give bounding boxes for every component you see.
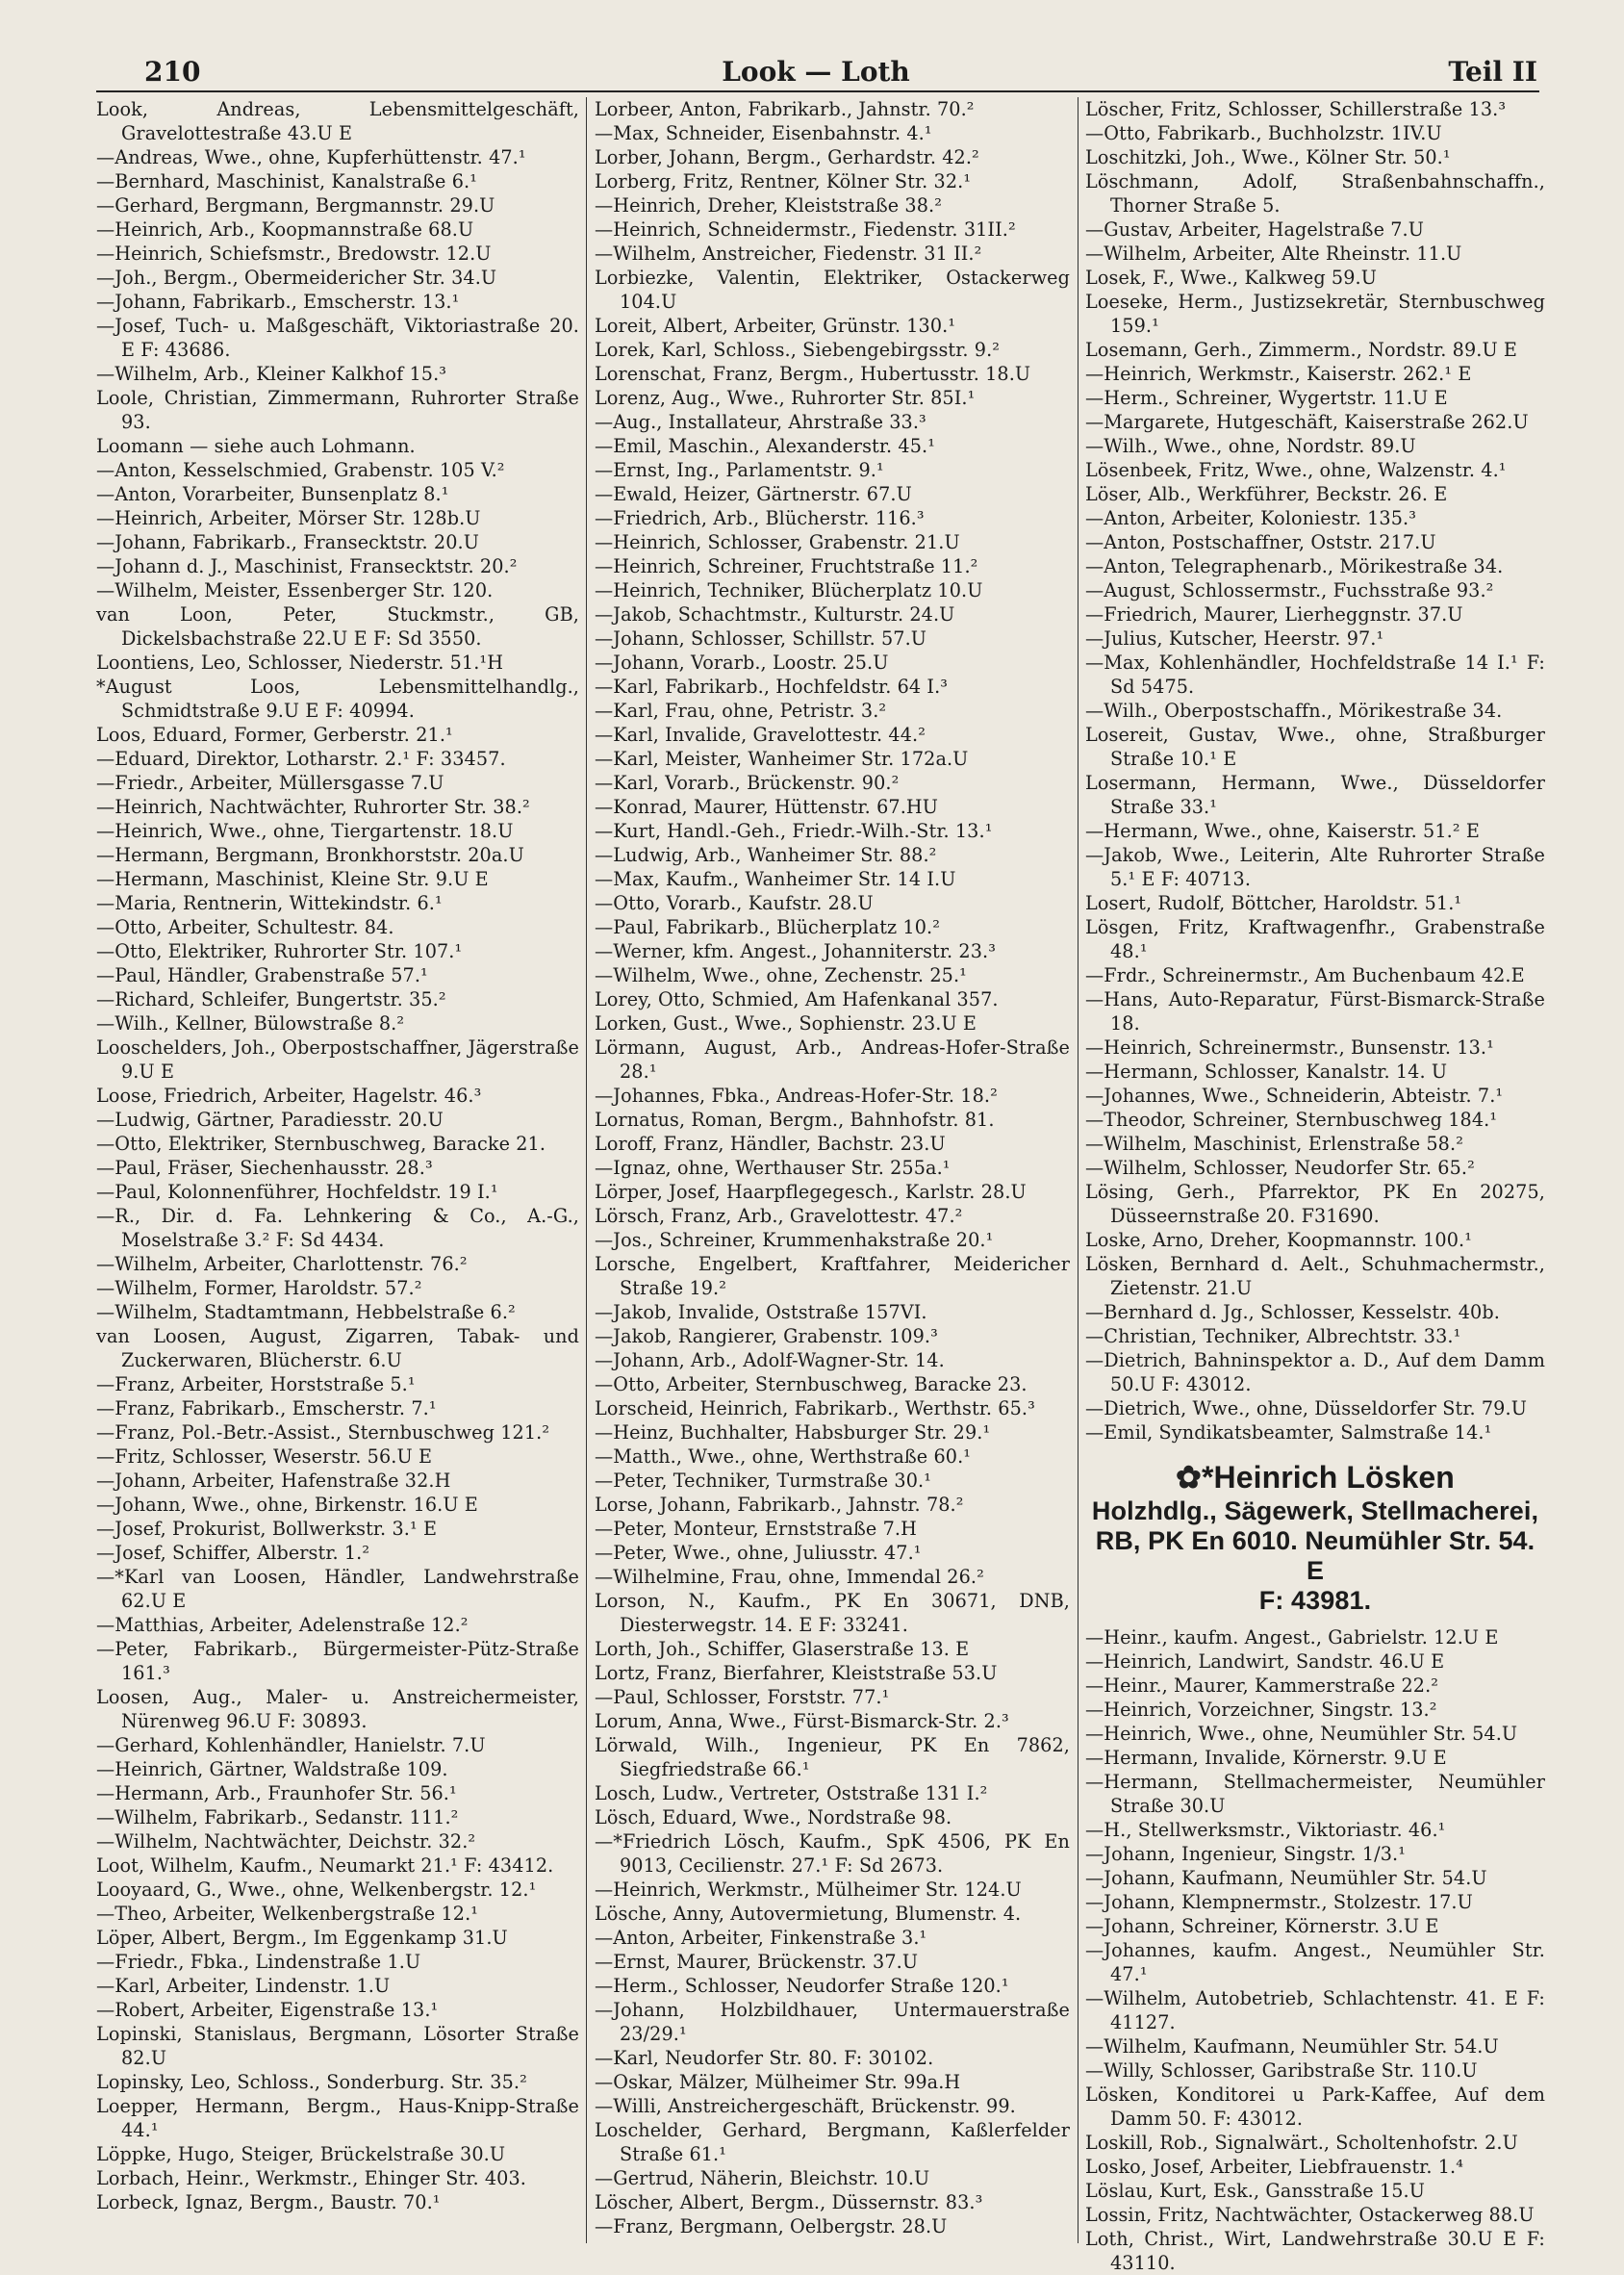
directory-entry: Lorek, Karl, Schloss., Siebengebirgsstr. 9.² [595,339,1001,361]
directory-entry: —Otto, Vorarb., Kaufstr. 28.U [595,892,874,914]
directory-entry: —Anton, Telegraphenarb., Mörikestraße 34. [1085,555,1504,577]
directory-entry: —Bernhard, Maschinist, Kanalstraße 6.¹ [96,170,477,192]
directory-entry: —Franz, Bergmann, Oelbergstr. 28.U [595,2215,948,2237]
directory-entry: Loot, Wilhelm, Kaufm., Neumarkt 21.¹ F: 43412. [96,1854,554,1877]
directory-entry: —Heinrich, Arb., Koopmannstraße 68.U [96,218,474,241]
directory-entry: Lorbach, Heinr., Werkmstr., Ehinger Str. 403. [96,2167,526,2189]
directory-entry: —Hans, Auto-Reparatur, Fürst-Bismarck-Straße 18. [1085,988,1545,1035]
directory-entry: —Emil, Syndikatsbeamter, Salmstraße 14.¹ [1085,1421,1492,1444]
directory-entry: —Josef, Prokurist, Bollwerkstr. 3.¹ E [96,1518,438,1540]
directory-entry: Loroff, Franz, Händler, Bachstr. 23.U [595,1133,946,1155]
directory-entry: *August Loos, Lebensmittelhandlg., Schmidtstraße 9.U E F: 40994. [96,676,579,722]
directory-entry: Löslau, Kurt, Esk., Gansstraße 15.U [1085,2180,1425,2202]
directory-entry: —Ludwig, Gärtner, Paradiesstr. 20.U [96,1109,444,1131]
directory-entry: —Johann, Klempnermstr., Stolzestr. 17.U [1085,1891,1473,1913]
directory-entry: —Theodor, Schreiner, Sternbuschweg 184.¹ [1085,1109,1498,1131]
directory-entry: Lösing, Gerh., Pfarrektor, PK En 20275, Düsseernstraße 20. F31690. [1085,1181,1545,1227]
directory-entry: —Heinr., kaufm. Angest., Gabrielstr. 12.U E [1085,1626,1499,1649]
directory-entry: —Johann, Fabrikarb., Fransecktstr. 20.U [96,531,479,553]
directory-entry: —Johann, Schreiner, Körnerstr. 3.U E [1085,1915,1439,1937]
directory-entry: —Wilhelm, Maschinist, Erlenstraße 58.² [1085,1133,1463,1155]
directory-entry: Lossin, Fritz, Nachtwächter, Ostackerweg 88.U [1085,2204,1535,2226]
directory-entry: —Wilhelm, Former, Haroldstr. 57.² [96,1277,422,1299]
directory-entry: —Otto, Elektriker, Ruhrorter Str. 107.¹ [96,940,463,962]
directory-entry: Lornatus, Roman, Bergm., Bahnhofstr. 81. [595,1109,995,1131]
directory-entry: —Maria, Rentnerin, Wittekindstr. 6.¹ [96,892,443,914]
directory-entry: Löser, Alb., Werkführer, Beckstr. 26. E [1085,483,1448,505]
directory-entry: —Johann, Fabrikarb., Emscherstr. 13.¹ [96,291,460,313]
directory-entry: —Herm., Schlosser, Neudorfer Straße 120.¹ [595,1975,1009,1997]
directory-entry: —R., Dir. d. Fa. Lehnkering & Co., A.-G., Moselstraße 3.² F: Sd 4434. [96,1205,579,1251]
directory-entry: Lörwald, Wilh., Ingenieur, PK En 7862, Siegfriedstraße 66.¹ [595,1734,1070,1780]
directory-entry: —Karl, Invalide, Gravelottestr. 44.² [595,724,926,746]
directory-entry: —Konrad, Maurer, Hüttenstr. 67.HU [595,796,939,818]
directory-entry: Lorenz, Aug., Wwe., Ruhrorter Str. 85I.¹ [595,387,976,409]
directory-entry: —Wilhelm, Meister, Essenberger Str. 120. [96,579,494,601]
directory-entry: —Johann, Arbeiter, Hafenstraße 32.H [96,1470,451,1492]
directory-entry: —Heinrich, Schreinermstr., Bunsenstr. 13.¹ [1085,1036,1494,1059]
directory-entry: —Wilhelm, Arbeiter, Alte Rheinstr. 11.U [1085,243,1462,265]
directory-entry: Löppke, Hugo, Steiger, Brückelstraße 30.U [96,2143,506,2165]
directory-entry: Lortz, Franz, Bierfahrer, Kleiststraße 53.U [595,1662,998,1684]
directory-entry: —Ernst, Ing., Parlamentstr. 9.¹ [595,459,884,481]
directory-entry: Losch, Ludw., Vertreter, Oststraße 131 I.² [595,1782,988,1804]
column-3 [1085,97,1545,2274]
directory-entry: Löper, Albert, Bergm., Im Eggenkamp 31.U [96,1927,508,1949]
directory-entry: van Loon, Peter, Stuckmstr., GB, Dickelsbachstraße 22.U E F: Sd 3550. [96,603,579,650]
directory-entry: —Heinrich, Schneidermstr., Fiedenstr. 31II.² [595,218,1016,241]
directory-entry: Loschitzki, Joh., Wwe., Kölner Str. 50.¹ [1085,146,1451,168]
directory-entry: —Max, Kohlenhändler, Hochfeldstraße 14 I.¹ F: Sd 5475. [1085,652,1545,698]
directory-entry: —Wilhelm, Arbeiter, Charlottenstr. 76.² [96,1253,468,1275]
directory-entry: —Heinrich, Wwe., ohne, Neumühler Str. 54.U [1085,1723,1518,1745]
directory-entry: —Ernst, Maurer, Brückenstr. 37.U [595,1951,919,1973]
directory-entry: —Gertrud, Näherin, Bleichstr. 10.U [595,2167,930,2189]
directory-entry: —Wilhelm, Nachtwächter, Deichstr. 32.² [96,1830,476,1853]
directory-entry: —Anton, Vorarbeiter, Bunsenplatz 8.¹ [96,483,449,505]
directory-entry: —Emil, Maschin., Alexanderstr. 45.¹ [595,435,935,457]
directory-entry: —Jos., Schreiner, Krummenhakstraße 20.¹ [595,1229,994,1251]
directory-entry: —Karl, Fabrikarb., Hochfeldstr. 64 I.³ [595,676,949,698]
directory-entry: —Paul, Fräser, Siechenhausstr. 28.³ [96,1157,433,1179]
directory-entry: —Wilhelm, Anstreicher, Fiedenstr. 31 II.² [595,243,982,265]
directory-entry: Losek, F., Wwe., Kalkweg 59.U [1085,267,1378,289]
directory-entry: —Werner, kfm. Angest., Johanniterstr. 23.³ [595,940,997,962]
directory-entry: Lorenschat, Franz, Bergm., Hubertusstr. 18.U [595,363,1031,385]
directory-entry: Loos, Eduard, Former, Gerberstr. 21.¹ [96,724,453,746]
directory-entry: Lorsche, Engelbert, Kraftfahrer, Meidericher Straße 19.² [595,1253,1070,1299]
directory-entry: —Heinrich, Vorzeichner, Singstr. 13.² [1085,1699,1437,1721]
directory-entry: —Fritz, Schlosser, Weserstr. 56.U E [96,1445,433,1468]
directory-entry: Looschelders, Joh., Oberpostschaffner, Jägerstraße 9.U E [96,1036,579,1083]
directory-entry: —Kurt, Handl.-Geh., Friedr.-Wilh.-Str. 13.¹ [595,820,993,842]
ad-name: ✿*Heinrich Lösken [1176,1460,1455,1495]
directory-entry: —Otto, Arbeiter, Schultestr. 84. [96,916,394,938]
ad-line-3: F: 43981. [1258,1586,1372,1615]
directory-entry: —Jakob, Invalide, Oststraße 157VI. [595,1301,927,1323]
directory-entry: —Wilh., Oberpostschaffn., Mörikestraße 34. [1085,700,1503,722]
directory-entry: —Peter, Wwe., ohne, Juliusstr. 47.¹ [595,1542,922,1564]
directory-entry: —Matthias, Arbeiter, Adelenstraße 12.² [96,1614,469,1636]
directory-entry: —Joh., Bergm., Obermeidericher Str. 34.U [96,267,497,289]
directory-entry: Lorth, Joh., Schiffer, Glaserstraße 13. E [595,1638,970,1660]
directory-entry: —Hermann, Stellmachermeister, Neumühler Straße 30.U [1085,1771,1545,1817]
directory-entry: —Friedrich, Arb., Blücherstr. 116.³ [595,507,925,529]
directory-entry: —Johannes, kaufm. Angest., Neumühler Str. 47.¹ [1085,1939,1545,1985]
directory-entry: —Hermann, Invalide, Körnerstr. 9.U E [1085,1747,1447,1769]
directory-entry: —Johann, Kaufmann, Neumühler Str. 54.U [1085,1867,1487,1889]
directory-entry: —Heinrich, Werkmstr., Kaiserstr. 262.¹ E [1085,363,1472,385]
directory-entry: —Heinrich, Schiefsmstr., Bredowstr. 12.U [96,243,492,265]
directory-entry: —Jakob, Rangierer, Grabenstr. 109.³ [595,1325,938,1347]
directory-entry: —Heinrich, Gärtner, Waldstraße 109. [96,1758,448,1780]
directory-entry: Lorbeer, Anton, Fabrikarb., Jahnstr. 70.² [595,98,975,120]
directory-entry: Loepper, Hermann, Bergm., Haus-Knipp-Straße 44.¹ [96,2095,579,2141]
directory-entry: —H., Stellwerksmstr., Viktoriastr. 46.¹ [1085,1819,1446,1841]
column-1 [96,97,579,2243]
directory-entry: Loreit, Albert, Arbeiter, Grünstr. 130.¹ [595,315,956,337]
directory-entry: —*Friedrich Lösch, Kaufm., SpK 4506, PK En 9013, Cecilienstr. 27.¹ F: Sd 2673. [595,1830,1070,1877]
directory-entry: —Heinrich, Wwe., ohne, Tiergartenstr. 18.U [96,820,514,842]
directory-entry: —Heinr., Maurer, Kammerstraße 22.² [1085,1674,1439,1697]
directory-entry: —Max, Schneider, Eisenbahnstr. 4.¹ [595,122,932,144]
directory-entry: Loschelder, Gerhard, Bergmann, Kaßlerfelder Straße 61.¹ [595,2119,1070,2165]
directory-entry: —Aug., Installateur, Ahrstraße 33.³ [595,411,926,433]
directory-entry: —Christian, Techniker, Albrechtstr. 33.¹ [1085,1325,1461,1347]
directory-entry: —Max, Kaufm., Wanheimer Str. 14 I.U [595,868,956,890]
directory-entry: —Karl, Vorarb., Brückenstr. 90.² [595,772,900,794]
directory-entry: Losermann, Hermann, Wwe., Düsseldorfer Straße 33.¹ [1085,772,1545,818]
directory-entry: —Hermann, Maschinist, Kleine Str. 9.U E [96,868,489,890]
directory-entry: Löschmann, Adolf, Straßenbahnschaffn., Thorner Straße 5. [1085,170,1545,217]
directory-entry: Löscher, Fritz, Schlosser, Schillerstraße 13.³ [1085,98,1507,120]
directory-entry: —Jakob, Schachtmstr., Kulturstr. 24.U [595,603,955,626]
directory-entry: Löscher, Albert, Bergm., Düssernstr. 83.³ [595,2191,983,2213]
directory-entry: —Johannes, Wwe., Schneiderin, Abteistr. 7.¹ [1085,1085,1504,1107]
directory-entry: —Heinrich, Techniker, Blücherplatz 10.U [595,579,983,601]
directory-entry: —Karl, Meister, Wanheimer Str. 172a.U [595,748,969,770]
directory-entry: —Eduard, Direktor, Lotharstr. 2.¹ F: 33457. [96,748,506,770]
directory-entry: Looyaard, G., Wwe., ohne, Welkenbergstr. 12.¹ [96,1879,537,1901]
directory-entry: —Hermann, Bergmann, Bronkhorststr. 20a.U [96,844,524,866]
directory-entry: —Dietrich, Wwe., ohne, Düsseldorfer Str. 79.U [1085,1397,1527,1419]
directory-entry: —Wilhelm, Schlosser, Neudorfer Str. 65.² [1085,1157,1475,1179]
directory-entry: —Ignaz, ohne, Werthauser Str. 255a.¹ [595,1157,951,1179]
part-label: Teil II [1448,56,1537,88]
directory-entry: —Theo, Arbeiter, Welkenbergstraße 12.¹ [96,1903,479,1925]
directory-entry: Lopinsky, Leo, Schloss., Sonderburg. Str. 35.² [96,2071,527,2093]
directory-entry: van Loosen, August, Zigarren, Tabak- und Zuckerwaren, Blücherstr. 6.U [96,1325,579,1371]
directory-entry: —Gerhard, Kohlenhändler, Hanielstr. 7.U [96,1734,486,1756]
column-divider [586,97,587,2243]
directory-entry: —Andreas, Wwe., ohne, Kupferhüttenstr. 47.¹ [96,146,526,168]
directory-entry: Loosen, Aug., Maler- u. Anstreichermeister, Nürenweg 96.U F: 30893. [96,1686,579,1732]
directory-entry: —Heinrich, Nachtwächter, Ruhrorter Str. 38.² [96,796,530,818]
directory-entry: Losko, Josef, Arbeiter, Liebfrauenstr. 1.⁴ [1085,2156,1464,2178]
directory-entry: —Paul, Kolonnenführer, Hochfeldstr. 19 I.¹ [96,1181,498,1203]
directory-entry: —Wilhelm, Arb., Kleiner Kalkhof 15.³ [96,363,447,385]
directory-entry: —Robert, Arbeiter, Eigenstraße 13.¹ [96,1999,439,2021]
directory-entry: —Gustav, Arbeiter, Hagelstraße 7.U [1085,218,1425,241]
directory-entry: —Julius, Kutscher, Heerstr. 97.¹ [1085,627,1384,650]
directory-entry: —Johann, Wwe., ohne, Birkenstr. 16.U E [96,1494,478,1516]
directory-entry: Loskill, Rob., Signalwärt., Scholtenhofstr. 2.U [1085,2132,1518,2154]
directory-entry: Lorey, Otto, Schmied, Am Hafenkanal 357. [595,988,999,1010]
directory-entry: —Franz, Fabrikarb., Emscherstr. 7.¹ [96,1397,437,1419]
directory-entry: —Johann, Ingenieur, Singstr. 1/3.¹ [1085,1843,1406,1865]
directory-entry: —Otto, Elektriker, Sternbuschweg, Baracke 21. [96,1133,546,1155]
directory-entry: Lorse, Johann, Fabrikarb., Jahnstr. 78.² [595,1494,964,1516]
directory-entry: —Karl, Frau, ohne, Petristr. 3.² [595,700,887,722]
directory-entry: —Paul, Händler, Grabenstraße 57.¹ [96,964,428,986]
directory-entry: Losereit, Gustav, Wwe., ohne, Straßburger Straße 10.¹ E [1085,724,1545,770]
directory-entry: —Peter, Techniker, Turmstraße 30.¹ [595,1470,931,1492]
directory-entry: —Karl, Neudorfer Str. 80. F: 30102. [595,2047,934,2069]
directory-entry: Lorbeck, Ignaz, Bergm., Baustr. 70.¹ [96,2191,441,2213]
directory-entry: Lösken, Bernhard d. Aelt., Schuhmachermstr., Zietenstr. 21.U [1085,1253,1545,1299]
directory-entry: —August, Schlossermstr., Fuchsstraße 93.² [1085,579,1494,601]
directory-entry: —Willy, Schlosser, Garibstraße Str. 110.U [1085,2059,1478,2082]
directory-entry: —Peter, Fabrikarb., Bürgermeister-Pütz-Straße 161.³ [96,1638,579,1684]
directory-entry: —Wilhelm, Autobetrieb, Schlachtenstr. 41. E F: 41127. [1085,1987,1545,2033]
directory-entry: Lösken, Konditorei u Park-Kaffee, Auf dem Damm 50. F: 43012. [1085,2083,1545,2130]
directory-entry: Lörsch, Franz, Arb., Gravelottestr. 47.² [595,1205,963,1227]
directory-entry: Lösgen, Fritz, Kraftwagenfhr., Grabenstraße 48.¹ [1085,916,1545,962]
directory-entry: Loose, Friedrich, Arbeiter, Hagelstr. 46.³ [96,1085,482,1107]
directory-entry: —Johann, Arb., Adolf-Wagner-Str. 14. [595,1349,945,1371]
directory-entry: —Heinrich, Schlosser, Grabenstr. 21.U [595,531,960,553]
directory-entry: —Hermann, Schlosser, Kanalstr. 14. U [1085,1061,1448,1083]
directory-entry: —Bernhard d. Jg., Schlosser, Kesselstr. 40b. [1085,1301,1500,1323]
directory-entry: —Herm., Schreiner, Wygertstr. 11.U E [1085,387,1448,409]
directory-entry: —Johann, Vorarb., Loostr. 25.U [595,652,889,674]
directory-entry: —Heinrich, Schreiner, Fruchtstraße 11.² [595,555,978,577]
directory-entry: —Heinrich, Arbeiter, Mörser Str. 128b.U [96,507,481,529]
directory-entry: Loole, Christian, Zimmermann, Ruhrorter Straße 93. [96,387,579,433]
directory-entry: —Friedr., Fbka., Lindenstraße 1.U [96,1951,421,1973]
directory-entry: —Gerhard, Bergmann, Bergmannstr. 29.U [96,194,495,217]
directory-entry: Lorberg, Fritz, Rentner, Kölner Str. 32.¹ [595,170,972,192]
directory-entry: —Willi, Anstreichergeschäft, Brückenstr. 99. [595,2095,1016,2117]
directory-entry: Loomann — siehe auch Lohmann. [96,435,416,457]
directory-entry: —Hermann, Wwe., ohne, Kaiserstr. 51.² E [1085,820,1480,842]
directory-entry: Lorson, N., Kaufm., PK En 30671, DNB, Diesterwegstr. 14. E F: 33241. [595,1590,1070,1636]
directory-entry: Lorber, Johann, Bergm., Gerhardstr. 42.² [595,146,979,168]
ad-line-2: RB, PK En 6010. Neumühler Str. 54. E [1095,1526,1535,1585]
header-rule [96,90,1539,92]
directory-entry: —Franz, Arbeiter, Horststraße 5.¹ [96,1373,416,1395]
directory-entry: Lösch, Eduard, Wwe., Nordstraße 98. [595,1806,952,1828]
directory-entry: Losert, Rudolf, Böttcher, Haroldstr. 51.¹ [1085,892,1462,914]
directory-entry: Lörmann, August, Arb., Andreas-Hofer-Straße 28.¹ [595,1036,1070,1083]
directory-entry: —Margarete, Hutgeschäft, Kaiserstraße 262.U [1085,411,1529,433]
directory-entry: Loske, Arno, Dreher, Koopmannstr. 100.¹ [1085,1229,1473,1251]
directory-entry: —Ewald, Heizer, Gärtnerstr. 67.U [595,483,912,505]
directory-entry: Loth, Christ., Wirt, Landwehrstraße 30.U E F: 43110. [1085,2228,1545,2274]
directory-entry: —*Karl van Loosen, Händler, Landwehrstraße 62.U E [96,1566,579,1612]
directory-entry: Lorscheid, Heinrich, Fabrikarb., Werthstr. 65.³ [595,1397,1035,1419]
directory-entry: —Johann d. J., Maschinist, Fransecktstr. 20.² [96,555,518,577]
directory-entry: Lösenbeek, Fritz, Wwe., ohne, Walzenstr. 4.¹ [1085,459,1507,481]
column-2 [595,97,1070,2243]
directory-entry: —Anton, Kesselschmied, Grabenstr. 105 V.² [96,459,505,481]
directory-entry: Lorum, Anna, Wwe., Fürst-Bismarck-Str. 2.³ [595,1710,1009,1732]
directory-entry: —Heinz, Buchhalter, Habsburger Str. 29.¹ [595,1421,991,1444]
directory-entry: —Paul, Fabrikarb., Blücherplatz 10.² [595,916,941,938]
directory-entry: Loontiens, Leo, Schlosser, Niederstr. 51.¹H [96,652,504,674]
directory-entry: —Ludwig, Arb., Wanheimer Str. 88.² [595,844,937,866]
directory-entry: —Heinrich, Dreher, Kleiststraße 38.² [595,194,943,217]
directory-entry: —Franz, Pol.-Betr.-Assist., Sternbuschweg 121.² [96,1421,550,1444]
directory-entry: —Wilhelm, Stadtamtmann, Hebbelstraße 6.² [96,1301,516,1323]
directory-entry: —Heinrich, Landwirt, Sandstr. 46.U E [1085,1650,1445,1673]
directory-entry: Lörper, Josef, Haarpflegegesch., Karlstr. 28.U [595,1181,1027,1203]
directory-entry: —Matth., Wwe., ohne, Werthstraße 60.¹ [595,1445,972,1468]
directory-entry: Lorbiezke, Valentin, Elektriker, Ostackerweg 104.U [595,267,1070,313]
directory-entry: Loeseke, Herm., Justizsekretär, Sternbuschweg 159.¹ [1085,291,1545,337]
directory-entry: —Hermann, Arb., Fraunhofer Str. 56.¹ [96,1782,457,1804]
directory-entry: —Wilhelm, Kaufmann, Neumühler Str. 54.U [1085,2035,1499,2058]
page-number: 210 [144,56,201,88]
directory-entry: Losemann, Gerh., Zimmerm., Nordstr. 89.U E [1085,339,1518,361]
directory-entry: —Karl, Arbeiter, Lindenstr. 1.U [96,1975,391,1997]
directory-entry: —Peter, Monteur, Ernststraße 7.H [595,1518,917,1540]
directory-entry: —Josef, Tuch- u. Maßgeschäft, Viktoriastraße 20. E F: 43686. [96,315,579,361]
advertisement [1085,1458,1545,1616]
directory-entry: —Wilhelmine, Frau, ohne, Immendal 26.² [595,1566,984,1588]
directory-entry: —Jakob, Wwe., Leiterin, Alte Ruhrorter Straße 5.¹ E F: 40713. [1085,844,1545,890]
flower-icon: ✿ [1176,1460,1202,1495]
directory-entry: —Wilh., Wwe., ohne, Nordstr. 89.U [1085,435,1416,457]
directory-entry: —Friedrich, Maurer, Lierheggnstr. 37.U [1085,603,1463,626]
directory-entry: —Wilh., Kellner, Bülowstraße 8.² [96,1012,405,1035]
page-range-title: Look — Loth [722,56,910,88]
directory-entry: —Dietrich, Bahninspektor a. D., Auf dem Damm 50.U F: 43012. [1085,1349,1545,1395]
directory-entry: Lorken, Gust., Wwe., Sophienstr. 23.U E [595,1012,977,1035]
directory-entry: —Otto, Arbeiter, Sternbuschweg, Baracke 23. [595,1373,1028,1395]
directory-entry: —Oskar, Mälzer, Mülheimer Str. 99a.H [595,2071,961,2093]
directory-entry: —Heinrich, Werkmstr., Mülheimer Str. 124.U [595,1879,1022,1901]
directory-entry: —Wilhelm, Wwe., ohne, Zechenstr. 25.¹ [595,964,967,986]
directory-entry: Lopinski, Stanislaus, Bergmann, Lösorter Straße 82.U [96,2023,579,2069]
directory-entry: —Anton, Arbeiter, Finkenstraße 3.¹ [595,1927,927,1949]
directory-entry: —Paul, Schlosser, Forststr. 77.¹ [595,1686,890,1708]
directory-entry: —Johannes, Fbka., Andreas-Hofer-Str. 18.² [595,1085,998,1107]
directory-entry: —Johann, Holzbildhauer, Untermauerstraße 23/29.¹ [595,1999,1070,2045]
directory-entry: —Johann, Schlosser, Schillstr. 57.U [595,627,927,650]
directory-entry: —Frdr., Schreinermstr., Am Buchenbaum 42.E [1085,964,1525,986]
directory-entry: Look, Andreas, Lebensmittelgeschäft, Gravelottestraße 43.U E [96,98,579,144]
page-header [94,54,1537,92]
directory-entry: —Anton, Postschaffner, Oststr. 217.U [1085,531,1436,553]
directory-entry: —Wilhelm, Fabrikarb., Sedanstr. 111.² [96,1806,459,1828]
directory-entry: —Friedr., Arbeiter, Müllersgasse 7.U [96,772,444,794]
directory-entry: —Otto, Fabrikarb., Buchholzstr. 1IV.U [1085,122,1442,144]
ad-line-1: Holzhdlg., Sägewerk, Stellmacherei, [1091,1496,1539,1525]
directory-entry: —Josef, Schiffer, Alberstr. 1.² [96,1542,370,1564]
directory-entry: —Richard, Schleifer, Bungertstr. 35.² [96,988,446,1010]
directory-entry: —Anton, Arbeiter, Koloniestr. 135.³ [1085,507,1416,529]
directory-entry: Lösche, Anny, Autovermietung, Blumenstr. 4. [595,1903,1022,1925]
